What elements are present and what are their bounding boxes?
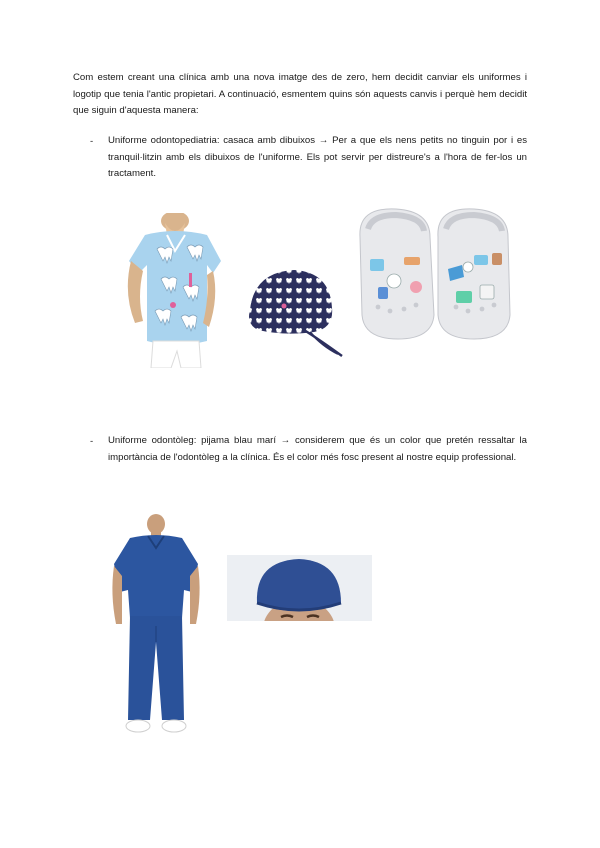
dentist-cap-photo [227,555,372,621]
pediatric-cap-photo [244,266,346,358]
pediatric-clogs-photo [356,207,513,342]
dentist-uniform-item: Uniforme odontòleg: pijama blau marí → considerem que és un color que pretén ressaltar la importància de l'odontòleg a la clínica. És el color més fosc present al nostre equip professional. [108,435,527,463]
bullet-marker: - [90,136,94,147]
pediatric-tunic-photo [109,213,240,368]
intro-paragraph: Com estem creant una clínica amb una nova imatge des de zero, hem decidit canviar els uniformes i logotip que tenia l'antic propietari. A continuació, esmentem quins són aquests canvis i perquè hem decidit que siguin d'aquesta manera: [73,72,527,117]
bullet-marker: - [90,436,94,447]
dentist-scrubs-photo [108,514,203,736]
pediatric-uniform-item: Uniforme odontopediatria: casaca amb dibuixos → Per a que els nens petits no tinguin por i es tranquil·litzin amb els dibuixos de l'uniforme. Els pot servir per distreure's a l'hora de fer-los un tractament. [108,135,527,180]
